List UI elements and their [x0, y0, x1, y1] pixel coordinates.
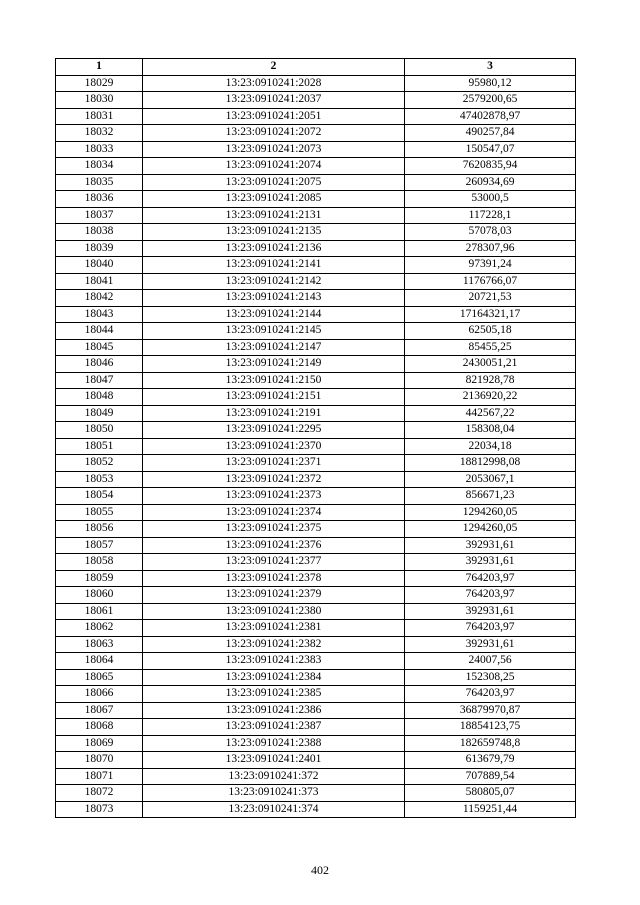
value-cell: 57078,03: [405, 224, 576, 241]
cadastral-number-cell: 13:23:0910241:2371: [143, 455, 405, 472]
table-row: [56, 158, 576, 175]
cadastral-number-cell: 13:23:0910241:2376: [143, 537, 405, 554]
column-header-1: 1: [56, 59, 143, 76]
row-number-cell: 18041: [56, 273, 143, 290]
value-cell: 260934,69: [405, 174, 576, 191]
value-cell: 22034,18: [405, 438, 576, 455]
value-cell: 17164321,17: [405, 306, 576, 323]
table-row: [56, 174, 576, 191]
table-row: [56, 620, 576, 637]
value-cell: 1176766,07: [405, 273, 576, 290]
table-row: [56, 75, 576, 92]
table-row: [56, 339, 576, 356]
value-cell: 1294260,05: [405, 521, 576, 538]
table-row: [56, 191, 576, 208]
cadastral-number-cell: 13:23:0910241:2384: [143, 669, 405, 686]
row-number-cell: 18058: [56, 554, 143, 571]
value-cell: 152308,25: [405, 669, 576, 686]
table-row: [56, 224, 576, 241]
row-number-cell: 18036: [56, 191, 143, 208]
value-cell: 856671,23: [405, 488, 576, 505]
value-cell: 36879970,87: [405, 702, 576, 719]
table-row: [56, 108, 576, 125]
cadastral-number-cell: 13:23:0910241:2149: [143, 356, 405, 373]
cadastral-number-cell: 13:23:0910241:2144: [143, 306, 405, 323]
value-cell: 2430051,21: [405, 356, 576, 373]
value-cell: 47402878,97: [405, 108, 576, 125]
row-number-cell: 18038: [56, 224, 143, 241]
row-number-cell: 18047: [56, 372, 143, 389]
cadastral-number-cell: 13:23:0910241:2377: [143, 554, 405, 571]
column-header-3: 3: [405, 59, 576, 76]
value-cell: 7620835,94: [405, 158, 576, 175]
row-number-cell: 18046: [56, 356, 143, 373]
table-row: [56, 257, 576, 274]
value-cell: 2053067,1: [405, 471, 576, 488]
cadastral-number-cell: 13:23:0910241:374: [143, 801, 405, 818]
cadastral-number-cell: 13:23:0910241:2085: [143, 191, 405, 208]
cadastral-number-cell: 13:23:0910241:2387: [143, 719, 405, 736]
table-row: [56, 273, 576, 290]
row-number-cell: 18071: [56, 768, 143, 785]
row-number-cell: 18069: [56, 735, 143, 752]
table-row: [56, 372, 576, 389]
value-cell: 278307,96: [405, 240, 576, 257]
value-cell: 24007,56: [405, 653, 576, 670]
cadastral-number-cell: 13:23:0910241:2383: [143, 653, 405, 670]
row-number-cell: 18034: [56, 158, 143, 175]
cadastral-number-cell: 13:23:0910241:2382: [143, 636, 405, 653]
table-row: [56, 752, 576, 769]
row-number-cell: 18056: [56, 521, 143, 538]
table-row: [56, 504, 576, 521]
value-cell: 490257,84: [405, 125, 576, 142]
value-cell: 392931,61: [405, 636, 576, 653]
table-row: [56, 389, 576, 406]
value-cell: 1159251,44: [405, 801, 576, 818]
row-number-cell: 18055: [56, 504, 143, 521]
cadastral-number-cell: 13:23:0910241:2131: [143, 207, 405, 224]
cadastral-number-cell: 13:23:0910241:2151: [143, 389, 405, 406]
cadastral-number-cell: 13:23:0910241:2370: [143, 438, 405, 455]
row-number-cell: 18063: [56, 636, 143, 653]
table-row: [56, 141, 576, 158]
cadastral-number-cell: 13:23:0910241:2373: [143, 488, 405, 505]
value-cell: 95980,12: [405, 75, 576, 92]
row-number-cell: 18050: [56, 422, 143, 439]
table-row: [56, 455, 576, 472]
cadastral-number-cell: 13:23:0910241:2385: [143, 686, 405, 703]
table-row: [56, 669, 576, 686]
table-row: [56, 306, 576, 323]
row-number-cell: 18031: [56, 108, 143, 125]
value-cell: 392931,61: [405, 603, 576, 620]
table-row: [56, 125, 576, 142]
row-number-cell: 18066: [56, 686, 143, 703]
value-cell: 392931,61: [405, 537, 576, 554]
table-row: [56, 471, 576, 488]
table-row: [56, 240, 576, 257]
cadastral-number-cell: 13:23:0910241:2386: [143, 702, 405, 719]
table-row: [56, 356, 576, 373]
row-number-cell: 18030: [56, 92, 143, 109]
row-number-cell: 18061: [56, 603, 143, 620]
row-number-cell: 18032: [56, 125, 143, 142]
cadastral-number-cell: 13:23:0910241:2379: [143, 587, 405, 604]
row-number-cell: 18051: [56, 438, 143, 455]
cadastral-number-cell: 13:23:0910241:2191: [143, 405, 405, 422]
value-cell: 764203,97: [405, 686, 576, 703]
cadastral-number-cell: 13:23:0910241:2141: [143, 257, 405, 274]
cadastral-number-cell: 13:23:0910241:2136: [143, 240, 405, 257]
table-row: [56, 801, 576, 818]
cadastral-number-cell: 13:23:0910241:373: [143, 785, 405, 802]
value-cell: 97391,24: [405, 257, 576, 274]
value-cell: 821928,78: [405, 372, 576, 389]
cadastral-number-cell: 13:23:0910241:2381: [143, 620, 405, 637]
table-body: [56, 75, 576, 818]
row-number-cell: 18054: [56, 488, 143, 505]
value-cell: 62505,18: [405, 323, 576, 340]
value-cell: 85455,25: [405, 339, 576, 356]
value-cell: 707889,54: [405, 768, 576, 785]
cadastral-number-cell: 13:23:0910241:2147: [143, 339, 405, 356]
value-cell: 764203,97: [405, 620, 576, 637]
row-number-cell: 18037: [56, 207, 143, 224]
table-row: [56, 422, 576, 439]
row-number-cell: 18065: [56, 669, 143, 686]
cadastral-number-cell: 13:23:0910241:372: [143, 768, 405, 785]
cadastral-number-cell: 13:23:0910241:2072: [143, 125, 405, 142]
table-row: [56, 636, 576, 653]
row-number-cell: 18067: [56, 702, 143, 719]
table-row: [56, 653, 576, 670]
cadastral-number-cell: 13:23:0910241:2375: [143, 521, 405, 538]
cadastral-number-cell: 13:23:0910241:2075: [143, 174, 405, 191]
value-cell: 20721,53: [405, 290, 576, 307]
value-cell: 1294260,05: [405, 504, 576, 521]
cadastral-number-cell: 13:23:0910241:2380: [143, 603, 405, 620]
row-number-cell: 18052: [56, 455, 143, 472]
cadastral-number-cell: 13:23:0910241:2374: [143, 504, 405, 521]
cadastral-number-cell: 13:23:0910241:2372: [143, 471, 405, 488]
row-number-cell: 18040: [56, 257, 143, 274]
row-number-cell: 18057: [56, 537, 143, 554]
table-row: [56, 587, 576, 604]
row-number-cell: 18033: [56, 141, 143, 158]
row-number-cell: 18060: [56, 587, 143, 604]
value-cell: 613679,79: [405, 752, 576, 769]
value-cell: 580805,07: [405, 785, 576, 802]
row-number-cell: 18042: [56, 290, 143, 307]
row-number-cell: 18053: [56, 471, 143, 488]
value-cell: 53000,5: [405, 191, 576, 208]
row-number-cell: 18064: [56, 653, 143, 670]
table-row: [56, 323, 576, 340]
cadastral-number-cell: 13:23:0910241:2135: [143, 224, 405, 241]
value-cell: 182659748,8: [405, 735, 576, 752]
value-cell: 764203,97: [405, 570, 576, 587]
table-row: [56, 735, 576, 752]
row-number-cell: 18045: [56, 339, 143, 356]
table-row: [56, 537, 576, 554]
table-row: [56, 92, 576, 109]
row-number-cell: 18073: [56, 801, 143, 818]
table-row: [56, 521, 576, 538]
cadastral-number-cell: 13:23:0910241:2378: [143, 570, 405, 587]
value-cell: 392931,61: [405, 554, 576, 571]
table-row: [56, 686, 576, 703]
table-header-row: [56, 59, 576, 76]
row-number-cell: 18070: [56, 752, 143, 769]
table-row: [56, 488, 576, 505]
value-cell: 18854123,75: [405, 719, 576, 736]
table-row: [56, 207, 576, 224]
cadastral-number-cell: 13:23:0910241:2073: [143, 141, 405, 158]
row-number-cell: 18043: [56, 306, 143, 323]
cadastral-number-cell: 13:23:0910241:2142: [143, 273, 405, 290]
value-cell: 2136920,22: [405, 389, 576, 406]
cadastral-number-cell: 13:23:0910241:2051: [143, 108, 405, 125]
row-number-cell: 18068: [56, 719, 143, 736]
table-row: [56, 554, 576, 571]
cadastral-number-cell: 13:23:0910241:2143: [143, 290, 405, 307]
table-row: [56, 405, 576, 422]
data-table: [55, 58, 576, 818]
value-cell: 117228,1: [405, 207, 576, 224]
cadastral-number-cell: 13:23:0910241:2388: [143, 735, 405, 752]
table-row: [56, 768, 576, 785]
cadastral-number-cell: 13:23:0910241:2037: [143, 92, 405, 109]
cadastral-number-cell: 13:23:0910241:2150: [143, 372, 405, 389]
table-row: [56, 785, 576, 802]
row-number-cell: 18049: [56, 405, 143, 422]
row-number-cell: 18039: [56, 240, 143, 257]
cadastral-number-cell: 13:23:0910241:2401: [143, 752, 405, 769]
row-number-cell: 18029: [56, 75, 143, 92]
row-number-cell: 18072: [56, 785, 143, 802]
value-cell: 18812998,08: [405, 455, 576, 472]
row-number-cell: 18044: [56, 323, 143, 340]
value-cell: 764203,97: [405, 587, 576, 604]
row-number-cell: 18059: [56, 570, 143, 587]
row-number-cell: 18048: [56, 389, 143, 406]
table-row: [56, 603, 576, 620]
value-cell: 150547,07: [405, 141, 576, 158]
page-number: 402: [311, 863, 329, 877]
column-header-2: 2: [143, 59, 405, 76]
value-cell: 2579200,65: [405, 92, 576, 109]
cadastral-number-cell: 13:23:0910241:2028: [143, 75, 405, 92]
row-number-cell: 18062: [56, 620, 143, 637]
row-number-cell: 18035: [56, 174, 143, 191]
table-row: [56, 702, 576, 719]
value-cell: 158308,04: [405, 422, 576, 439]
table-row: [56, 438, 576, 455]
table-row: [56, 719, 576, 736]
cadastral-number-cell: 13:23:0910241:2145: [143, 323, 405, 340]
table-row: [56, 570, 576, 587]
table-row: [56, 290, 576, 307]
cadastral-number-cell: 13:23:0910241:2295: [143, 422, 405, 439]
cadastral-number-cell: 13:23:0910241:2074: [143, 158, 405, 175]
value-cell: 442567,22: [405, 405, 576, 422]
